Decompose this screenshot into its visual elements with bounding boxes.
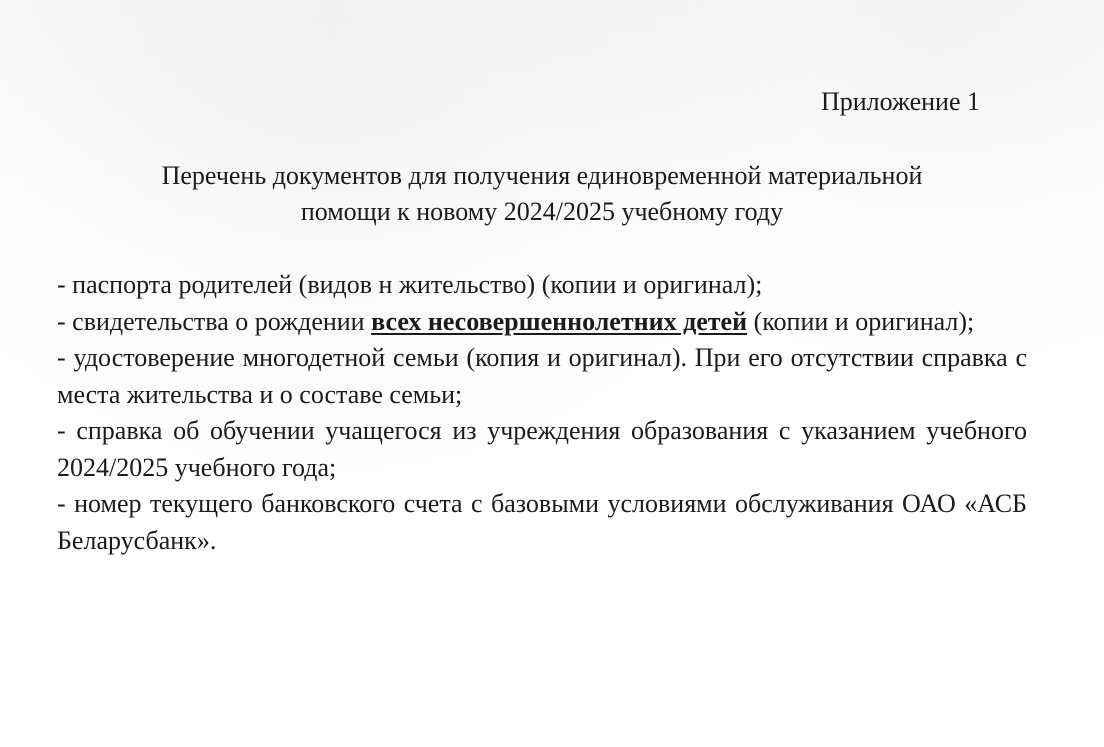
title-line-2: помощи к новому 2024/2025 учебному году xyxy=(300,197,784,226)
list-item-birth-certificates xyxy=(57,304,1027,341)
appendix-label: Приложение 1 xyxy=(820,87,980,116)
title-line-1: Перечень документов для получения единовременной материальной xyxy=(161,161,923,190)
list-item-text: - удостоверение многодетной семьи (копия и оригинал). При его отсутствии справка с места жительства и о составе семьи; xyxy=(57,343,1027,409)
documents-list xyxy=(57,267,1027,559)
list-item-text: - справка об обучении учащегося из учреждения образования с указанием учебного 2024/2025 учебного года; xyxy=(57,416,1027,482)
list-item-bank-account xyxy=(57,486,1027,559)
document-title xyxy=(60,158,1024,230)
list-item-school-certificate xyxy=(57,413,1027,486)
emphasized-text: всех несовершеннолетних детей xyxy=(371,306,748,336)
list-item-text: - паспорта родителей (видов н жительство) (копии и оригинал); xyxy=(57,270,763,299)
list-item-text-after: (копии и оригинал); xyxy=(747,306,975,336)
list-item-passports xyxy=(57,267,1027,304)
list-item-text: - номер текущего банковского счета с базовыми условиями обслуживания ОАО «АСБ Беларусбанк». xyxy=(57,489,1027,555)
list-item-large-family-certificate xyxy=(57,340,1027,413)
list-item-text-before: - свидетельства о рождении xyxy=(57,306,372,336)
